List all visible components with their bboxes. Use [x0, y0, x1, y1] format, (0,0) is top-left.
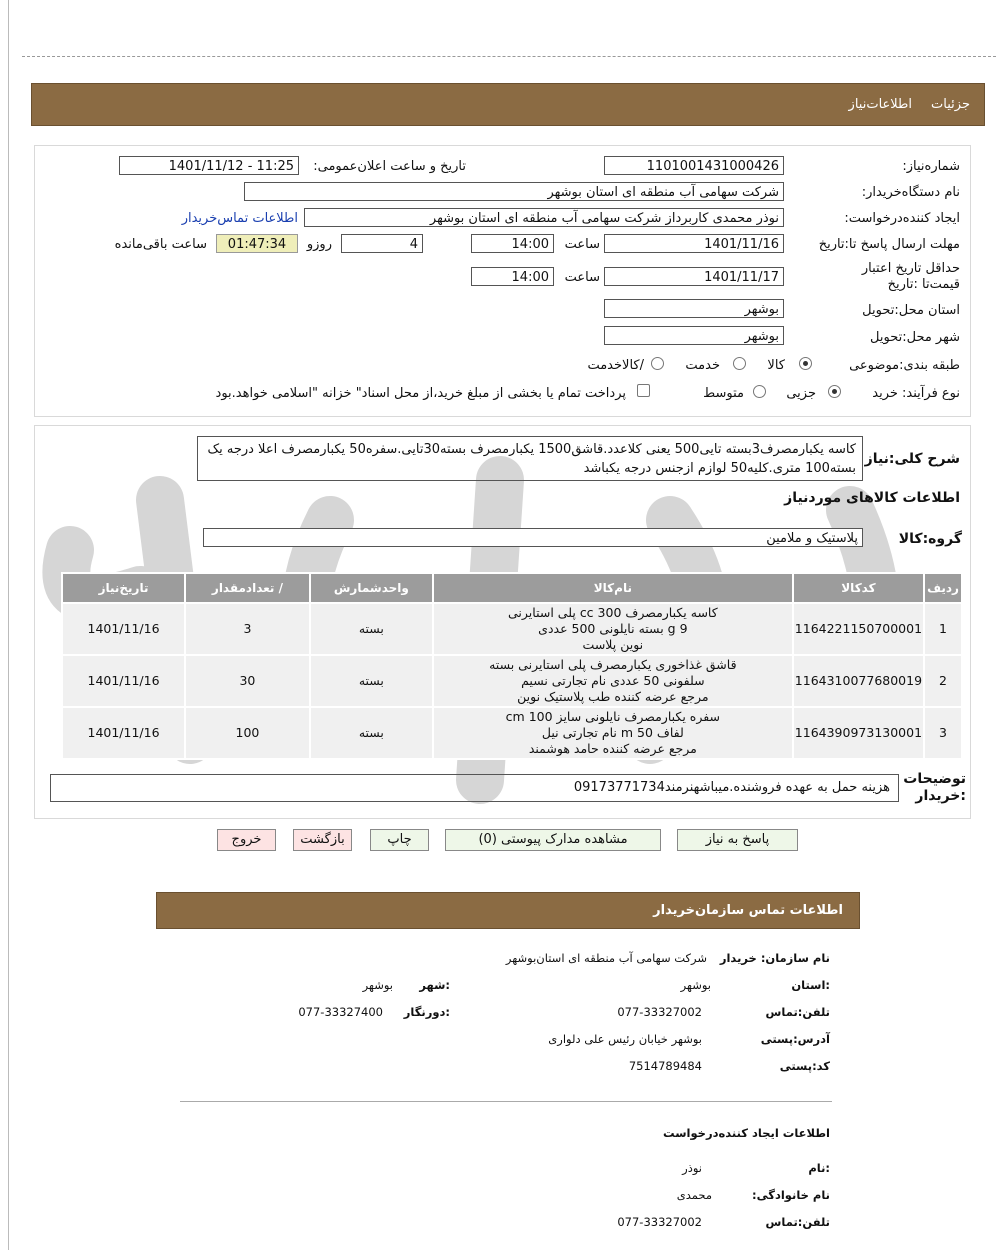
buyer-org-label: نام دستگاه‌خریدار:: [861, 185, 960, 200]
row-qty: 30: [186, 656, 309, 706]
process-partial-label: جزیی: [786, 386, 816, 401]
buyer-notes-label: [896, 771, 966, 805]
goods-group-label: گروه:کالا: [898, 531, 962, 547]
contact-org-value: شرکت سهامی آب منطقه ای استان‌بوشهر: [505, 951, 707, 965]
row-index: 1: [925, 604, 961, 654]
contact-province-label: :استان: [791, 978, 830, 992]
treasury-payment-checkbox[interactable]: [637, 384, 650, 397]
row-qty: 3: [186, 604, 309, 654]
back-button[interactable]: بازگشت: [293, 829, 352, 851]
row-qty: 100: [186, 708, 309, 758]
row-code: 1164310077680019: [794, 656, 923, 706]
exit-button[interactable]: خروج: [217, 829, 276, 851]
row-name-line: سفره یکبارمصرف نایلونی سایز 100 cm: [505, 709, 721, 724]
category-goods-radio[interactable]: [799, 357, 812, 370]
contact-address-label: آدرس:پستی: [760, 1032, 830, 1046]
buyer-contact-header: [156, 892, 860, 929]
contact-address-value: بوشهر خیابان رئیس علی دلواری: [548, 1032, 702, 1046]
description-label: شرح کلی:نیاز: [864, 451, 960, 467]
remaining-label: ساعت باقی‌مانده: [114, 237, 207, 252]
column-header-unit: واحدشمارش: [311, 574, 432, 602]
tab-details[interactable]: جزئیات: [931, 97, 970, 112]
row-index: 3: [925, 708, 961, 758]
buyer-notes-field: هزینه حمل به عهده فروشنده.میباشهنرمند09173771734: [50, 774, 899, 802]
contact-org-label: نام سازمان: خریدار: [719, 951, 830, 965]
details-header-bar: [31, 83, 985, 126]
days-field: 4: [341, 234, 423, 253]
city-field: بوشهر: [604, 326, 784, 345]
row-code: 1164390973130001: [794, 708, 923, 758]
creator-name-label: :نام: [808, 1161, 830, 1175]
announce-label: تاریخ و ساعت اعلان‌عمومی:: [313, 159, 466, 174]
contact-phone-value: 077-33327002: [617, 1005, 702, 1019]
buyer-contact-title: اطلاعات تماس سازمان‌خریدار: [653, 903, 843, 918]
left-border-line: [8, 0, 9, 1250]
deadline-date-field: 1401/11/16: [604, 234, 784, 253]
creator-family-label: نام خانوادگی:: [752, 1188, 830, 1202]
reply-button[interactable]: پاسخ به نیاز: [677, 829, 798, 851]
goods-table: [61, 572, 963, 760]
contact-fax-label: :دورنگار: [403, 1005, 450, 1019]
creator-name-value: نوذر: [682, 1161, 702, 1175]
row-name-line: سلفونی 50 عددی نام تجارتی نسیم: [521, 673, 705, 688]
row-name-line: لفاف 50 m نام تجارتی نیل: [541, 725, 684, 740]
creator-phone-label: تلفن‌:تماس: [765, 1215, 830, 1229]
creator-label: ایجاد کننده‌درخواست:: [844, 211, 960, 226]
announce-datetime-field: 1401/11/12 - 11:25: [119, 156, 299, 175]
row-index: 2: [925, 656, 961, 706]
province-field: بوشهر: [604, 299, 784, 318]
contact-divider: [180, 1101, 832, 1102]
contact-city-value: بوشهر: [362, 978, 393, 992]
print-button[interactable]: چاپ: [370, 829, 429, 851]
goods-section-title: اطلاعات کالاهای موردنیاز: [784, 490, 960, 506]
category-service-label: خدمت: [685, 358, 720, 373]
creator-info-title: اطلاعات ایجاد کننده‌درخواست: [663, 1126, 830, 1140]
category-goods-label: کالا: [767, 358, 785, 373]
column-header-code: کدکالا: [794, 574, 923, 602]
buyer-notes-label-line: توضیحات: [903, 771, 966, 787]
row-name-line: نوین پلاست: [582, 637, 644, 652]
attachments-button[interactable]: مشاهده مدارک پیوستی (0): [445, 829, 661, 851]
deadline-label: مهلت ارسال پاسخ تا:تاریخ: [818, 237, 960, 252]
row-name-line: کاسه یکبارمصرف 300 cc پلی استایرنی: [508, 605, 718, 620]
contact-phone-label: تلفن‌:تماس: [765, 1005, 830, 1019]
province-label: استان محل:تحویل: [862, 303, 960, 318]
row-unit: بسته: [311, 604, 432, 654]
column-header-name: نام‌کالا: [434, 574, 792, 602]
creator-phone-value: 077-33327002: [617, 1215, 702, 1229]
category-label: طبقه بندی:موضوعی: [849, 358, 960, 373]
row-name: [434, 708, 792, 758]
row-name: [434, 604, 792, 654]
category-goods-service-label: /کالاخدمت: [587, 358, 644, 373]
buyer-contact-link[interactable]: اطلاعات تماس‌خریدار: [181, 211, 298, 226]
goods-group-field: پلاستیک و ملامین: [203, 528, 863, 547]
table-row: [63, 604, 961, 654]
contact-province-value: بوشهر: [680, 978, 711, 992]
row-name-line: قاشق غذاخوری یکبارمصرف پلی استایرنی بسته: [489, 657, 737, 672]
contact-postal-label: کد:پستی: [779, 1059, 830, 1073]
validity-time-label: ساعت: [564, 270, 600, 285]
row-code: 1164221150700001: [794, 604, 923, 654]
category-goods-service-radio[interactable]: [651, 357, 664, 370]
tab-need-info[interactable]: اطلاعات‌نیاز: [848, 97, 912, 112]
row-date: 1401/11/16: [63, 656, 184, 706]
deadline-time-field: 14:00: [471, 234, 554, 253]
validity-label: حداقل تاریخ اعتبار قیمت‌تا :تاریخ: [861, 261, 960, 292]
need-number-field: 1101001431000426: [604, 156, 784, 175]
category-service-radio[interactable]: [733, 357, 746, 370]
days-label: روزو: [306, 237, 332, 252]
row-date: 1401/11/16: [63, 604, 184, 654]
validity-date-field: 1401/11/17: [604, 267, 784, 286]
city-label: شهر محل:تحویل: [870, 330, 960, 345]
deadline-time-label: ساعت: [564, 237, 600, 252]
row-unit: بسته: [311, 708, 432, 758]
column-header-date: تاریخ‌نیاز: [63, 574, 184, 602]
row-name-line: 9 g بسته نایلونی 500 عددی: [538, 621, 688, 636]
row-name-line: مرجع عرضه کننده طب پلاستیک نوین: [517, 689, 709, 704]
column-header-index: ردیف: [925, 574, 961, 602]
buyer-notes-label-line: :خریدار: [915, 788, 966, 804]
process-label: نوع فرآیند: خرید: [872, 386, 960, 401]
contact-postal-value: 7514789484: [628, 1059, 702, 1073]
description-text: کاسه یکبارمصرف3بسته تایی500 یعنی کلاعدد.قاشق1500 یکبارمصرف بسته30تایی.سفره50 یکبارمصرف اعلا درجه یک بسته100 متری.کلیه50 لوازم ازجنس درجه یکباشد: [197, 436, 863, 481]
contact-fax-value: 077-33327400: [298, 1005, 383, 1019]
creator-family-value: محمدی: [676, 1188, 712, 1202]
row-date: 1401/11/16: [63, 708, 184, 758]
row-unit: بسته: [311, 656, 432, 706]
contact-city-label: :شهر: [419, 978, 450, 992]
table-row: [63, 656, 961, 706]
table-row: [63, 708, 961, 758]
column-header-qty: / تعدادمقدار: [186, 574, 309, 602]
process-medium-label: متوسط: [703, 386, 744, 401]
row-name: [434, 656, 792, 706]
remaining-timer: 01:47:34: [216, 234, 298, 253]
process-partial-radio[interactable]: [828, 385, 841, 398]
process-medium-radio[interactable]: [753, 385, 766, 398]
creator-field: نوذر محمدی کاربرداز شرکت سهامی آب منطقه ای استان بوشهر: [304, 208, 784, 227]
need-number-label: شماره‌نیاز:: [902, 159, 960, 174]
buyer-org-field: شرکت سهامی آب منطقه ای استان بوشهر: [244, 182, 784, 201]
top-dashed-divider: [22, 56, 996, 57]
validity-time-field: 14:00: [471, 267, 554, 286]
treasury-payment-label: پرداخت تمام یا بخشی از مبلغ خرید،از محل اسناد" خزانه "اسلامی خواهد.بود: [215, 386, 626, 401]
row-name-line: مرجع عرضه کننده حامد هوشمند: [528, 741, 697, 756]
